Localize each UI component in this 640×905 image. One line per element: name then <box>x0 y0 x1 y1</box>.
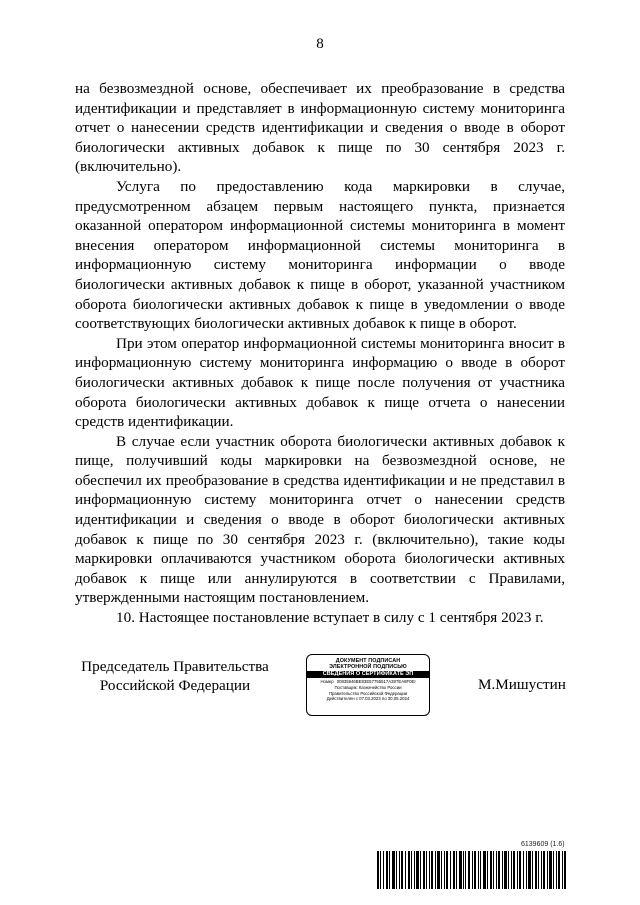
signer-name: М.Мишустин <box>478 676 566 693</box>
stamp-cert-value: 00835946BE83E57755517A387EA8F0EI <box>336 679 416 685</box>
barcode-icon <box>377 851 567 889</box>
signer-position-line2: Российской Федерации <box>99 676 251 694</box>
stamp-title-line1: ДОКУМЕНТ ПОДПИСАН <box>335 658 401 664</box>
stamp-certificate-row <box>307 679 429 685</box>
electronic-signature-stamp <box>306 654 430 716</box>
page-number: 8 <box>316 36 324 52</box>
stamp-header: СВЕДЕНИЯ О СЕРТИФИКАТЕ ЭП <box>307 671 429 678</box>
paragraph-effective-date: 10. Настоящее постановление вступает в силу с 1 сентября 2023 г. <box>116 609 544 627</box>
signer-position-line1: Председатель Правительства <box>81 658 269 675</box>
document-body <box>75 79 565 628</box>
stamp-title-line2: ЭЛЕКТРОННОЙ ПОДПИСЬЮ <box>329 664 407 671</box>
paragraph: В случае если участник оборота биологически активных добавок к пище, получивший коды маркировки на безвозмездной основе, не обеспечил их преобразование в средства идентификации и не представил в информационную систему мониторинга отчет о нанесении средств идентификации и сведения о вводе в оборот биологически активных добавок к пище по 30 сентября 2023 г. (включительно), такие коды маркировки оплачиваются участником оборота биологически активных добавок к пище или аннулируются в соответствии с Правилами, утвержденными настоящим постановлением. <box>75 432 565 607</box>
stamp-validity: Действителен с 07.03.2023 по 30.05.2024 <box>326 696 410 702</box>
stamp-cert-label: Номер <box>320 679 334 685</box>
signer-position <box>80 658 270 695</box>
paragraph: на безвозмездной основе, обеспечивает их преобразование в средства идентификации и представляет в информационную систему мониторинга отчет о нанесении средств идентификации и сведения о вводе в оборот биологически активных добавок к пище по 30 сентября 2023 г. (включительно). <box>75 80 565 176</box>
paragraph: При этом оператор информационной системы мониторинга вносит в информационную систему мониторинга информацию о вводе в оборот биологически активных добавок к пище после получения от участника оборота биологически активных добавок к пище отчета о нанесении средств идентификации. <box>75 334 565 431</box>
document-code: 6139609 (1.6) <box>521 841 565 848</box>
stamp-owner: Правительство Российской Федерации <box>328 690 408 696</box>
stamp-issuer: Поставщик: Казначейство России <box>334 685 402 690</box>
paragraph: Услуга по предоставлению кода маркировки в случае, предусмотренном абзацем первым настоящего пункта, признается оказанной оператором информационной системы мониторинга в момент внесения оператором информационной системы мониторинга в информационную систему мониторинга информации о вводе биологически активных добавок к пище в оборот, указанной участником оборота биологически активных добавок к пище в уведомлении о вводе соответствующих биологически активных добавок к пище в оборот. <box>75 177 565 333</box>
